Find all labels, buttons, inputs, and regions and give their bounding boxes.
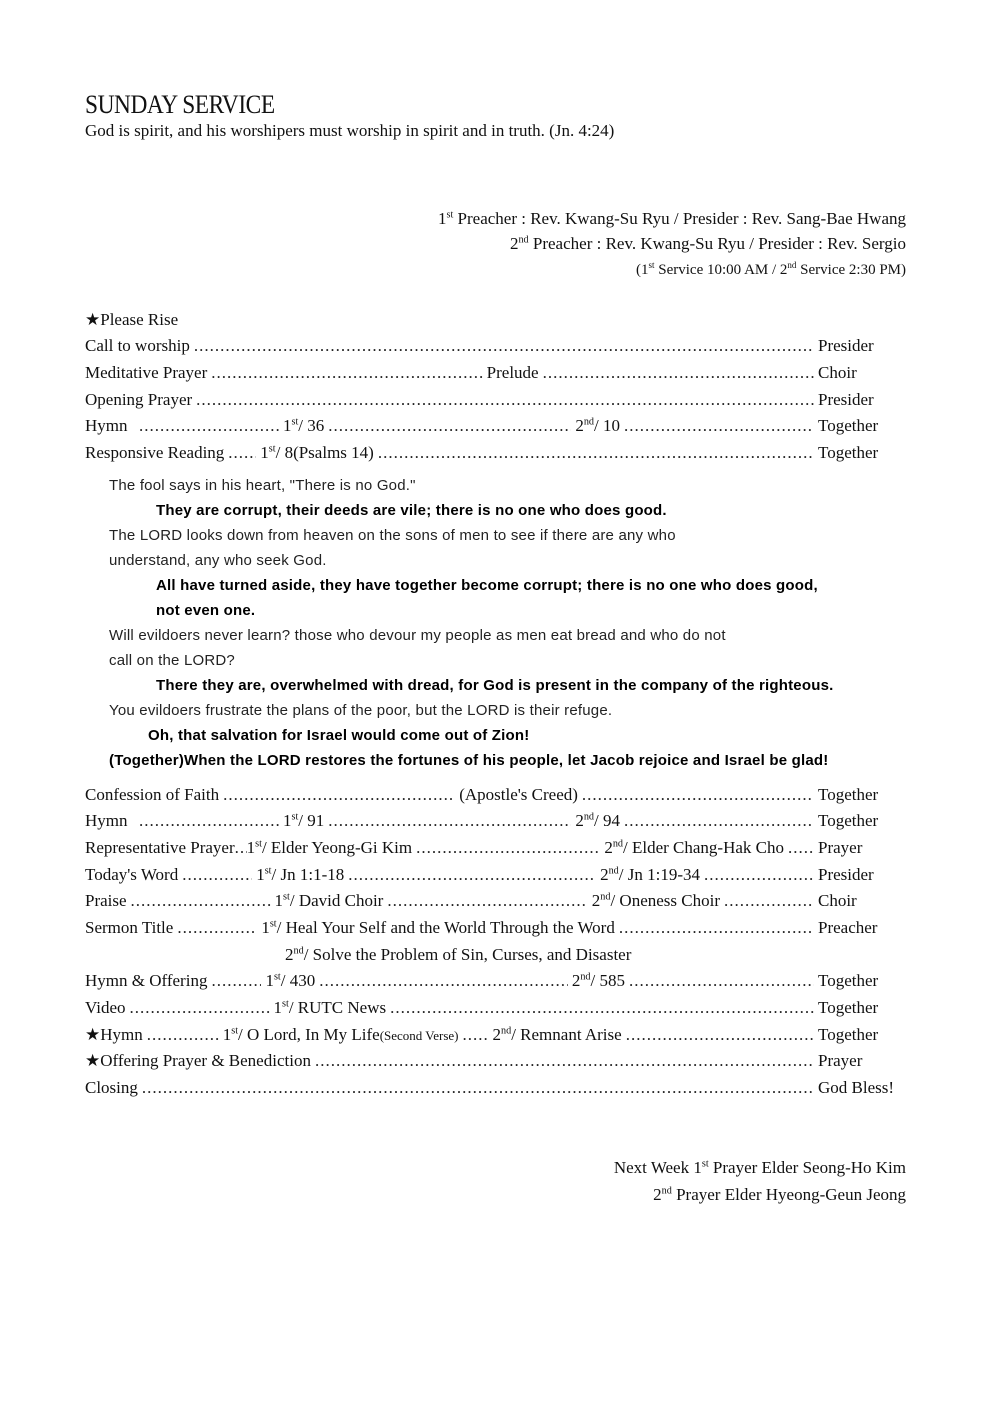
item-role: Prayer [818,838,863,857]
ordinal-suffix: st [282,998,289,1010]
ordinal: 2 [285,945,294,964]
leader-dots [387,891,587,911]
ordinal: 2 [509,234,519,253]
ordinal: 2 [575,416,584,435]
leader-dots [619,918,814,938]
item-role: God Bless! [818,1078,895,1097]
ordinal: 2 [604,838,613,857]
order-item [85,971,905,993]
ordinal-suffix: st [291,811,299,823]
order-item [85,838,905,860]
order-item [85,416,905,438]
item-second: / 94 [594,811,620,830]
item-label: Video [85,998,126,1017]
item-first: / O Lord, In My Life [238,1025,380,1044]
leader-dots [177,918,257,938]
leader-dots [223,785,455,805]
ordinal: 2 [492,1025,502,1044]
reading-line: The fool says in his heart, "There is no God." [109,477,416,494]
leader-dots [235,838,247,858]
ordinal-suffix: st [291,416,299,428]
leader-dots [211,971,261,991]
next-week-text: Prayer Elder Seong-Ho Kim [708,1158,906,1177]
ordinal-suffix: nd [518,234,529,246]
please-rise [85,310,905,332]
item-role: Presider [818,336,874,355]
ordinal: 1 [437,209,447,228]
ordinal-suffix: st [269,918,277,930]
ordinal: 1 [222,1025,232,1044]
item-middle: (Apostle's Creed) [459,785,578,804]
reading-line: call on the LORD? [109,652,235,669]
ordinal-suffix: st [446,209,454,221]
leader-dots [139,416,279,436]
order-item [85,998,905,1020]
item-role: Together [818,416,879,435]
ordinal-suffix: nd [661,1185,672,1197]
ordinal-suffix: st [231,1025,239,1037]
order-item [85,785,905,807]
item-role: Preacher [818,918,878,937]
ordinal: 1 [273,998,283,1017]
item-first: / 91 [298,811,325,830]
leader-dots [378,443,814,463]
ordinal-suffix: nd [612,838,623,850]
reading-line: The LORD looks down from heaven on the sons of men to see if there are any who [109,527,676,544]
leaders-line-1 [438,209,906,229]
order-item [85,865,905,887]
ordinal: 1 [283,811,292,830]
item-second: / 585 [590,971,625,990]
leader-dots [704,865,814,885]
ordinal: 1 [246,838,256,857]
reading-line-response: There they are, overwhelmed with dread, for God is present in the company of the righteous. [156,677,834,694]
times-text: (1 [636,262,649,278]
item-label: Meditative Prayer [85,363,208,382]
ordinal: 2 [575,811,584,830]
reading-line: understand, any who seek God. [109,552,327,569]
order-item [85,390,905,412]
ordinal: 1 [265,971,274,990]
leader-dots [139,811,279,831]
order-item [85,891,905,913]
ordinal-suffix: nd [600,891,611,903]
reading-line-response: All have turned aside, they have together become corrupt; there is no one who does good, [156,577,818,594]
ordinal-suffix: st [701,1158,709,1170]
ordinal-suffix: nd [787,260,797,270]
ordinal-suffix: nd [583,416,595,428]
leader-dots [319,971,568,991]
leader-dots [182,865,252,885]
next-week-line-2 [653,1185,906,1205]
item-label: Today's Word [85,865,179,884]
please-rise-label: ★Please Rise [85,310,179,329]
leader-dots [629,971,814,991]
reading-line-response: They are corrupt, their deeds are vile; there is no one who does good. [156,502,667,519]
order-item [85,336,905,358]
item-label: Confession of Faith [85,785,220,804]
ordinal: 1 [256,865,265,884]
leader-dots [130,998,270,1018]
item-role: Together [818,971,879,990]
next-week-text: Next Week 1 [613,1158,702,1177]
item-label: Responsive Reading [85,443,225,462]
ordinal-suffix: st [283,891,290,903]
ordinal: 1 [283,416,292,435]
ordinal-suffix: nd [608,865,619,877]
leader-dots [624,416,814,436]
item-second: / 10 [594,416,620,435]
item-second: / Remnant Arise [511,1025,622,1044]
item-role: Together [818,998,879,1017]
item-first: / 36 [298,416,325,435]
leader-dots [463,1025,489,1045]
ordinal-suffix: st [264,865,272,877]
item-label: Praise [85,891,127,910]
ordinal-suffix: nd [580,971,591,983]
times-text: Service 2:30 PM) [796,262,906,278]
order-item-sermon [85,918,905,940]
item-label: Hymn & Offering [85,971,208,990]
item-second: / Elder Chang-Hak Cho [623,838,784,857]
reading-line-together: (Together)When the LORD restores the fortunes of his people, let Jacob rejoice and Israel be glad! [109,752,829,769]
leader-dots [328,811,571,831]
order-item [85,443,905,465]
item-note: (Second Verse) [379,1028,459,1043]
leader-dots [196,390,814,410]
item-first: / RUTC News [288,998,387,1017]
item-label: ★Hymn [85,1025,143,1044]
item-role: Choir [818,363,857,382]
ordinal: 2 [571,971,581,990]
ordinal-suffix: nd [501,1025,512,1037]
item-middle: Prelude [486,363,539,382]
leader-dots [724,891,814,911]
leader-dots [211,363,482,383]
item-role: Presider [818,390,874,409]
item-label: Sermon Title [85,918,174,937]
item-label: Closing [85,1078,138,1097]
ordinal: 2 [653,1185,662,1204]
item-label: Hymn [85,416,128,435]
order-item [85,363,905,385]
reading-line: You evildoers frustrate the plans of the poor, but the LORD is their refuge. [109,702,613,719]
theme-verse: God is spirit, and his worshipers must worship in spirit and in truth. (Jn. 4:24) [85,121,615,140]
item-first: / Heal Your Self and the World Through the Word [276,918,615,937]
service-times [636,262,906,279]
order-item [85,1078,905,1100]
item-first: / 8(Psalms 14) [275,443,374,462]
item-first: / 430 [280,971,316,990]
ordinal-suffix: st [268,443,276,455]
item-role: Together [818,443,879,462]
item-first: / Jn 1:1-18 [271,865,345,884]
item-second: / Jn 1:19-34 [618,865,700,884]
leader-dots [416,838,600,858]
leader-dots [788,838,814,858]
item-first: / David Choir [289,891,384,910]
item-first: / Elder Yeong-Gi Kim [261,838,413,857]
leader-dots [390,998,814,1018]
leader-dots [142,1078,814,1098]
leader-dots [626,1025,814,1045]
leader-dots [543,363,814,383]
ordinal-suffix: st [273,971,281,983]
ordinal-suffix: nd [293,945,304,957]
item-role: Prayer [818,1051,863,1070]
reading-line: Will evildoers never learn? those who devour my people as men eat bread and who do not [109,627,726,644]
leader-dots [624,811,814,831]
item-label: Representative Prayer [85,838,235,857]
item-role: Choir [818,891,857,910]
page-title: SUNDAY SERVICE [85,90,275,119]
item-role: Together [818,811,879,830]
leaders-text: Preacher : Rev. Kwang-Su Ryu / Presider : Rev. Sang-Bae Hwang [453,209,906,228]
item-label: Call to worship [85,336,190,355]
leader-dots [328,416,571,436]
leader-dots [194,336,814,356]
ordinal: 2 [600,865,609,884]
leaders-line-2 [510,234,906,254]
leader-dots [582,785,814,805]
next-week-line-1 [614,1158,906,1178]
ordinal: 1 [274,891,284,910]
order-item [85,1025,905,1047]
leader-dots [131,891,271,911]
order-item [85,811,905,833]
item-label: Hymn [85,811,128,830]
order-item [85,1051,905,1073]
leader-dots [348,865,596,885]
ordinal: 1 [260,443,269,462]
item-second: / Oneness Choir [610,891,720,910]
reading-line-response: not even one. [156,602,256,619]
ordinal-suffix: st [255,838,262,850]
ordinal-suffix: nd [583,811,595,823]
item-role: Together [818,785,879,804]
item-role: Presider [818,865,874,884]
reading-line-response: Oh, that salvation for Israel would come out of Zion! [148,727,530,744]
ordinal-suffix: st [648,260,655,270]
leaders-text: Preacher : Rev. Kwang-Su Ryu / Presider : Rev. Sergio [528,234,906,253]
item-label: Opening Prayer [85,390,193,409]
leader-dots [228,443,256,463]
ordinal: 2 [591,891,601,910]
item-label: ★Offering Prayer & Benediction [85,1051,311,1070]
leader-dots [315,1051,814,1071]
item-role: Together [818,1025,879,1044]
item-second: / Solve the Problem of Sin, Curses, and Disaster [303,945,632,964]
next-week-text: Prayer Elder Hyeong-Geun Jeong [671,1185,906,1204]
times-text: Service 10:00 AM / 2 [654,262,788,278]
ordinal: 1 [261,918,270,937]
order-item-sermon-2 [285,945,885,967]
leader-dots [147,1025,219,1045]
